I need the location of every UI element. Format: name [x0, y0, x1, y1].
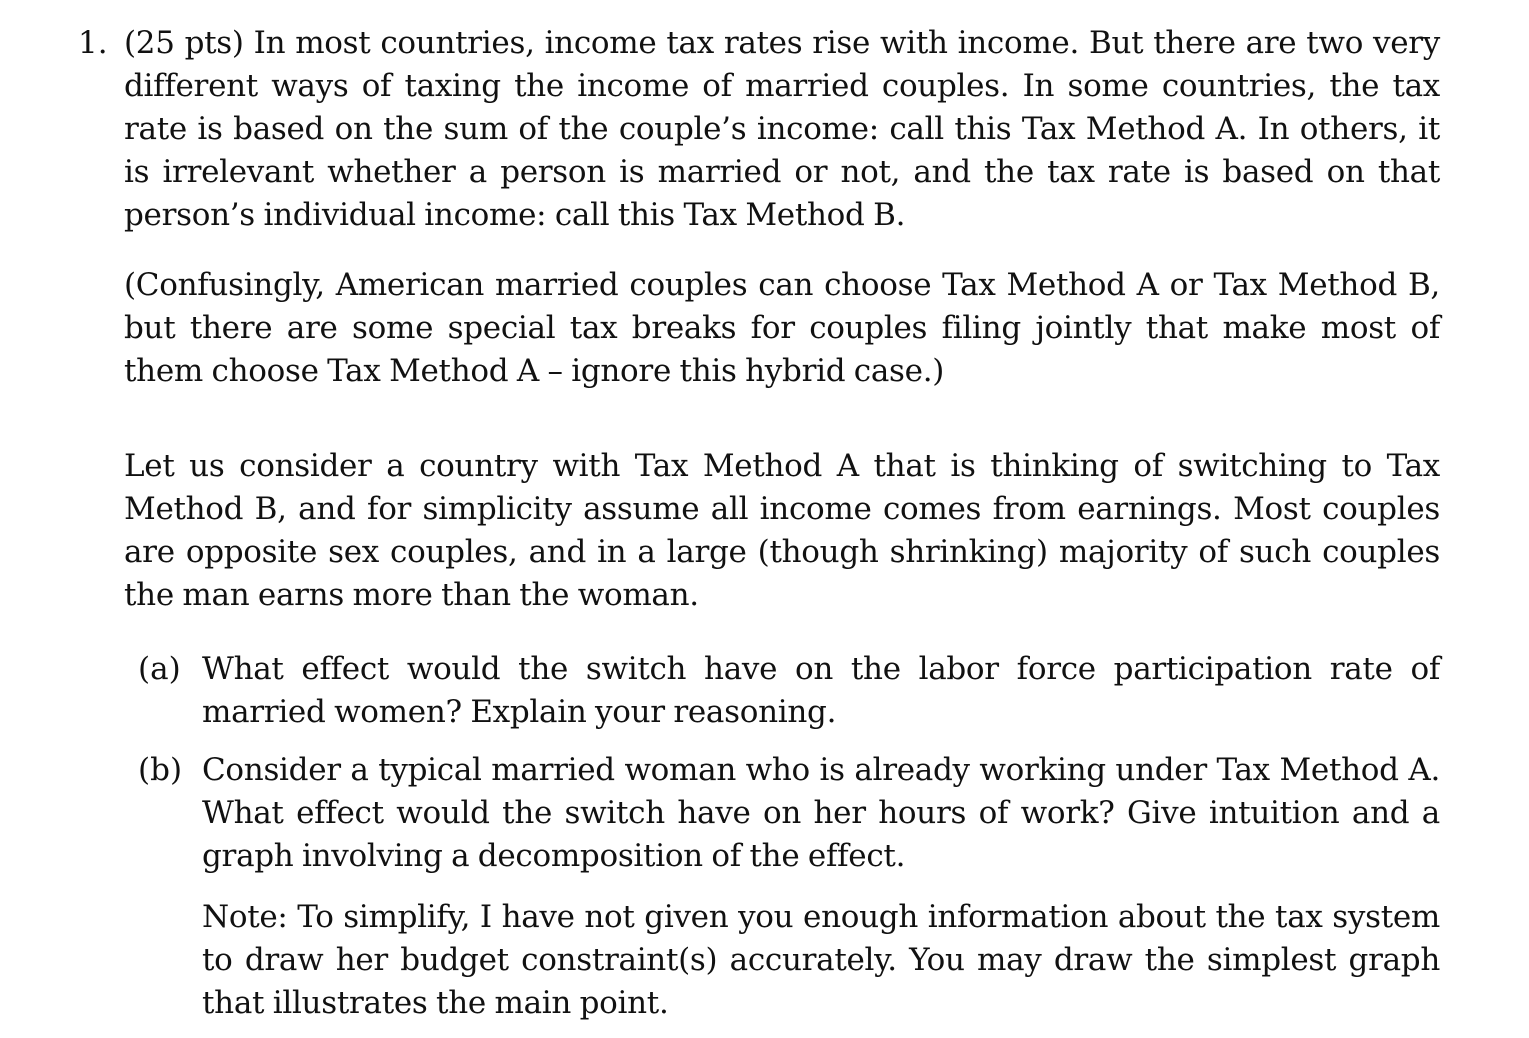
part-a-text: What effect would the switch have on the labor force participation rate of married women? Explain your reasoning. — [202, 651, 1440, 730]
part-b-label: (b) — [138, 752, 183, 788]
part-b-text: Consider a typical married woman who is already working under Tax Method A. What effect would the switch have on her hours of work? Give intuition and a graph involving a decomposition of the effect. — [202, 752, 1440, 874]
question-number: 1. — [78, 25, 108, 61]
question-aside-paragraph: (Confusingly, American married couples can choose Tax Method A or Tax Method B, but there are some special tax breaks for couples filing jointly that make most of them choose Tax Method A – ignore this hybrid case.) — [124, 267, 1440, 389]
part-b-note: Note: To simplify, I have not given you enough information about the tax system to draw her budget constraint(s) accurately. You may draw the simplest graph that illustrates the main point. — [202, 899, 1440, 1021]
question-setup-paragraph: Let us consider a country with Tax Method A that is thinking of switching to Tax Method B, and for simplicity assume all income comes from earnings. Most couples are opposite sex couples, and in a large (though shrinking) majority of such couples the man earns more than the woman. — [124, 448, 1440, 613]
question-intro-paragraph: (25 pts) In most countries, income tax rates rise with income. But there are two very different ways of taxing the income of married couples. In some countries, the tax rate is based on the sum of the couple’s income: call this Tax Method A. In others, it is irrelevant whether a person is married or not, and the tax rate is based on that person’s individual income: call this Tax Method B. — [124, 25, 1440, 233]
part-a-label: (a) — [138, 651, 181, 687]
